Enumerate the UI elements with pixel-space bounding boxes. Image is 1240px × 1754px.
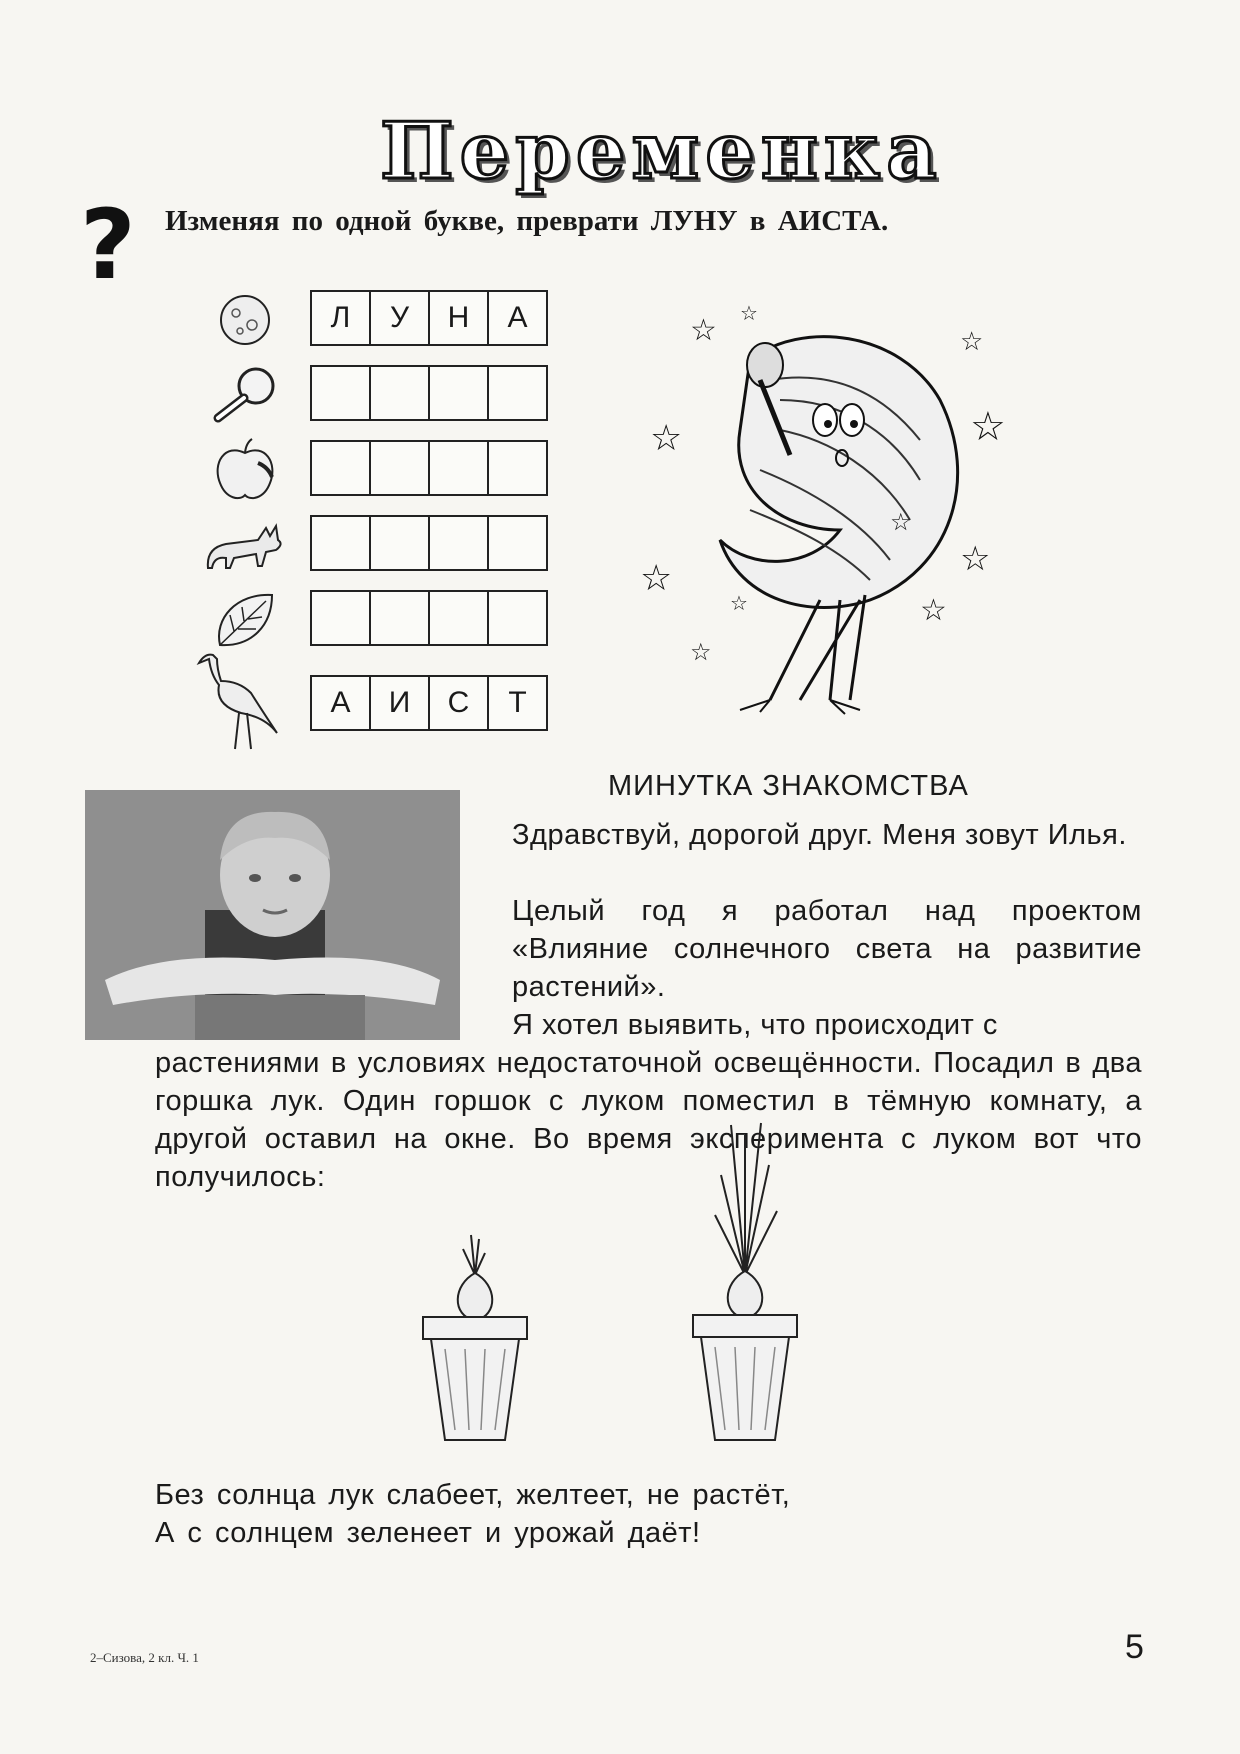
svg-text:☆: ☆: [890, 508, 912, 536]
puzzle-cell: Т: [487, 675, 548, 731]
svg-text:☆: ☆: [960, 327, 984, 357]
puzzle-cell[interactable]: [487, 590, 548, 646]
svg-text:☆: ☆: [690, 313, 717, 348]
puzzle-cell[interactable]: [369, 365, 430, 421]
puzzle-row: [310, 290, 548, 346]
puzzle-cell[interactable]: [487, 440, 548, 496]
svg-text:☆: ☆: [690, 638, 712, 666]
boy-photo: [85, 790, 460, 1040]
svg-text:☆: ☆: [650, 418, 683, 459]
weak-onion-pot: [415, 1225, 535, 1445]
svg-text:☆: ☆: [920, 593, 947, 628]
moon-icon: [200, 285, 290, 355]
puzzle-cell[interactable]: [310, 590, 371, 646]
task-text: Изменяя по одной букве, преврати ЛУНУ в АИСТА.: [165, 205, 889, 237]
puzzle-cell[interactable]: [428, 365, 489, 421]
puzzle-cell[interactable]: [428, 515, 489, 571]
puzzle-cell: И: [369, 675, 430, 731]
puzzle-cell[interactable]: [428, 590, 489, 646]
section-heading: МИНУТКА ЗНАКОМСТВА: [608, 770, 969, 802]
puzzle-cell: А: [487, 290, 548, 346]
svg-text:☆: ☆: [730, 591, 748, 615]
puzzle-cell[interactable]: [369, 515, 430, 571]
puzzle-cell: А: [310, 675, 371, 731]
fox-icon: [200, 510, 290, 580]
question-mark-icon: ?: [80, 189, 136, 301]
footer-signature: 2–Сизова, 2 кл. Ч. 1: [90, 1650, 199, 1665]
apple-icon: [200, 435, 290, 505]
puzzle-cell[interactable]: [310, 365, 371, 421]
experiment-paragraph-start: Я хотел выявить, что происходит с: [512, 1009, 998, 1041]
svg-text:☆: ☆: [960, 539, 991, 579]
stork-moon-illustration: [630, 280, 1050, 730]
puzzle-row: [310, 365, 548, 421]
svg-text:☆: ☆: [970, 404, 1006, 450]
stork-icon: [195, 645, 285, 755]
page-number: 5: [1125, 1628, 1144, 1666]
healthy-onion-pot: [685, 1115, 805, 1445]
puzzle-row: [310, 440, 548, 496]
svg-text:☆: ☆: [640, 558, 673, 599]
puzzle-row: [310, 515, 548, 571]
svg-text:☆: ☆: [740, 301, 758, 325]
puzzle-cell: У: [369, 290, 430, 346]
puzzle-cell[interactable]: [310, 440, 371, 496]
puzzle-cell[interactable]: [487, 365, 548, 421]
magnifier-icon: [200, 360, 290, 430]
puzzle-cell[interactable]: [310, 515, 371, 571]
page-title: Переменка: [380, 106, 943, 197]
puzzle-cell: С: [428, 675, 489, 731]
puzzle-row: [310, 675, 548, 731]
puzzle-cell: Н: [428, 290, 489, 346]
puzzle-row: [310, 590, 548, 646]
intro-paragraph: Здравствуй, дорогой друг. Меня зовут Илья.: [512, 819, 1127, 851]
poem-line-2: А с солнцем зеленеет и урожай даёт!: [155, 1517, 701, 1549]
puzzle-cell[interactable]: [487, 515, 548, 571]
puzzle-cell[interactable]: [369, 440, 430, 496]
experiment-paragraph: растениями в условиях недостаточной освещённости. Посадил в два горшка лук. Один горшок с луком поместил в тёмную комнату, а другой оставил на окне. Во время эксперимента с луком вот что получилось:: [155, 1047, 1142, 1193]
puzzle-cell[interactable]: [369, 590, 430, 646]
project-paragraph: Целый год я работал над проектом «Влияние солнечного света на развитие растений».: [512, 895, 1142, 1003]
puzzle-cell[interactable]: [428, 440, 489, 496]
puzzle-cell: Л: [310, 290, 371, 346]
poem-line-1: Без солнца лук слабеет, желтеет, не растёт,: [155, 1479, 791, 1511]
